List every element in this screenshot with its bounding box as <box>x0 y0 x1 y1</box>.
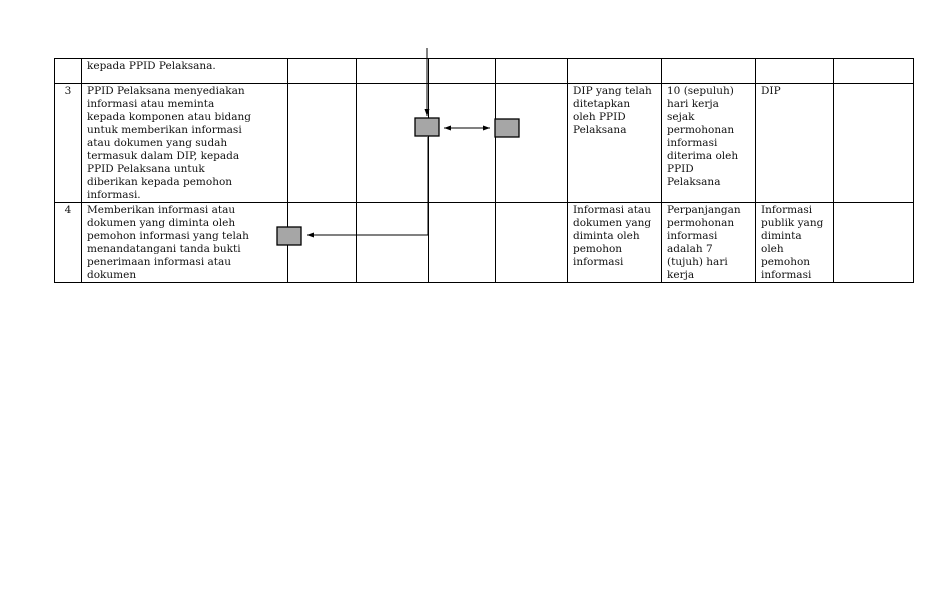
note-cell <box>834 203 914 283</box>
output-cell: Informasi publik yang diminta oleh pemohon informasi <box>756 203 834 283</box>
lane-cell <box>496 59 568 84</box>
lane-cell <box>429 59 496 84</box>
lane-cell <box>288 84 357 203</box>
note-cell <box>834 59 914 84</box>
note-cell <box>834 84 914 203</box>
requirement-cell: DIP yang telah ditetapkan oleh PPID Pelaksana <box>568 84 662 203</box>
activity-cell: kepada PPID Pelaksana. <box>82 59 288 84</box>
lane-cell <box>429 203 496 283</box>
lane-cell <box>429 84 496 203</box>
lane-cell <box>288 59 357 84</box>
requirement-cell <box>568 59 662 84</box>
output-cell <box>756 59 834 84</box>
lane-cell <box>496 84 568 203</box>
row-number: 4 <box>55 203 82 283</box>
table-row <box>55 84 914 203</box>
time-cell: 10 (sepuluh) hari kerja sejak permohonan informasi diterima oleh PPID Pelaksana <box>662 84 756 203</box>
lane-cell <box>496 203 568 283</box>
table-row <box>55 203 914 283</box>
lane-cell <box>288 203 357 283</box>
output-cell: DIP <box>756 84 834 203</box>
lane-cell <box>357 84 429 203</box>
time-cell <box>662 59 756 84</box>
requirement-cell: Informasi atau dokumen yang diminta oleh pemohon informasi <box>568 203 662 283</box>
activity-cell: Memberikan informasi atau dokumen yang diminta oleh pemohon informasi yang telah menandatangani tanda bukti penerimaan informasi atau dokumen <box>82 203 288 283</box>
row-number <box>55 59 82 84</box>
activity-cell: PPID Pelaksana menyediakan informasi atau meminta kepada komponen atau bidang untuk memberikan informasi atau dokumen yang sudah termasuk dalam DIP, kepada PPID Pelaksana untuk diberikan kepada pemohon informasi. <box>82 84 288 203</box>
lane-cell <box>357 203 429 283</box>
table-row <box>55 59 914 84</box>
sop-table <box>54 58 914 283</box>
lane-cell <box>357 59 429 84</box>
time-cell: Perpanjangan permohonan informasi adalah 7 (tujuh) hari kerja <box>662 203 756 283</box>
row-number: 3 <box>55 84 82 203</box>
